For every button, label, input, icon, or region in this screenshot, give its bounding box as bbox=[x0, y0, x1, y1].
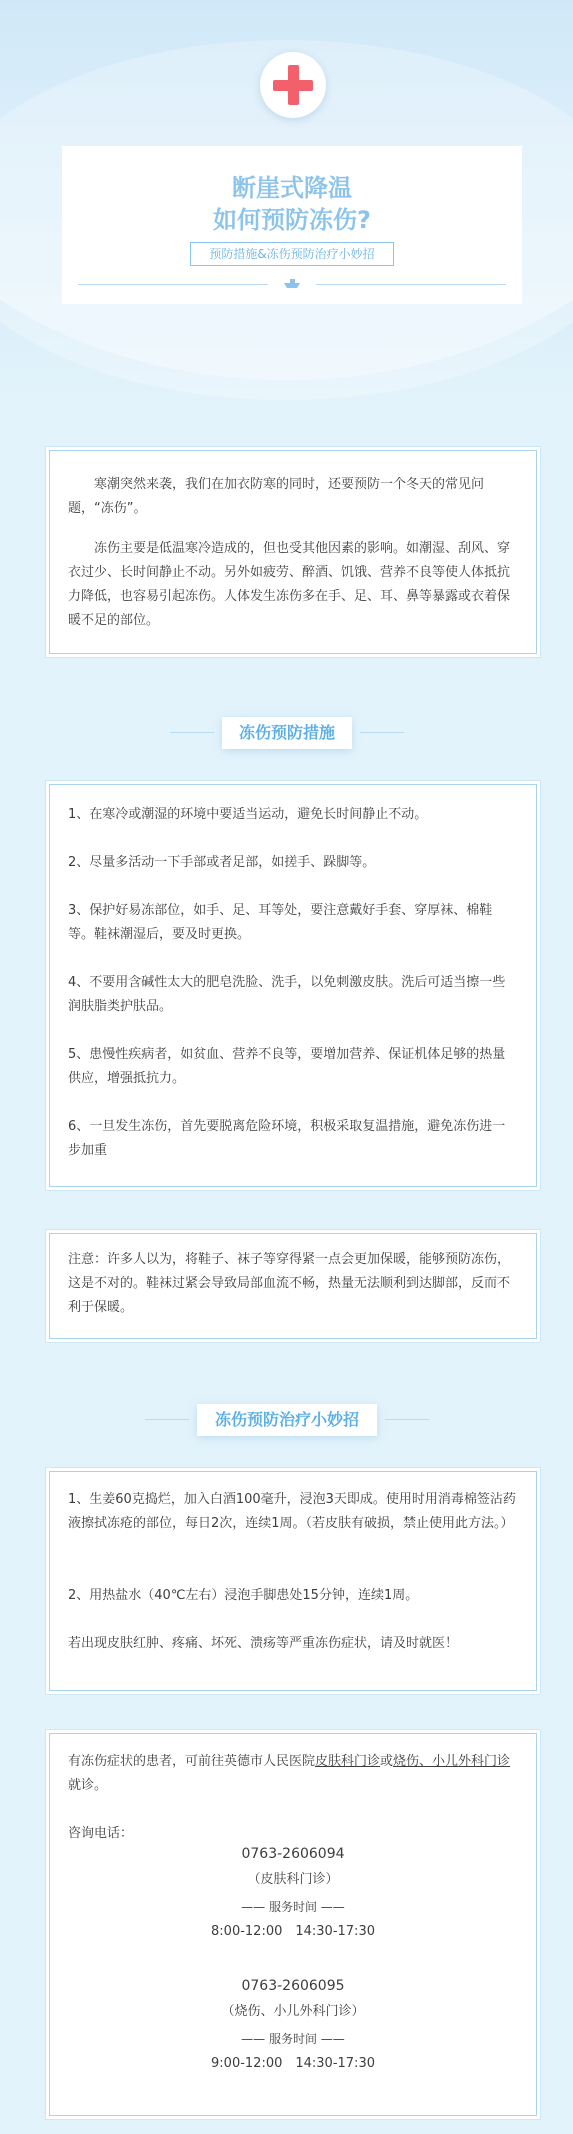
hours-label-1: —— 服务时间 —— bbox=[241, 1900, 345, 1914]
boat-icon bbox=[283, 279, 301, 289]
intro-box bbox=[49, 450, 537, 654]
prevention-item-3: 3、保护好易冻部位，如手、足、耳等处，要注意戴好手套、穿厚袜、棉鞋等。鞋袜潮湿后，要及时更换。 bbox=[68, 903, 493, 942]
prevention-item-5: 5、患慢性疾病者，如贫血、营养不良等，要增加营养、保证机体足够的热量供应，增强抵抗力。 bbox=[68, 1047, 506, 1086]
prevention-box bbox=[49, 784, 537, 1187]
prevention-item-2: 2、尽量多活动一下手部或者足部，如搓手、跺脚等。 bbox=[68, 855, 376, 870]
phone-1-dept: （皮肤科门诊） bbox=[247, 1872, 339, 1887]
phone-2: 0763-2606095 bbox=[241, 1978, 345, 1994]
note-text: 注意：许多人以为，将鞋子、袜子等穿得紧一点会更加保暖，能够预防冻伤，这是不对的。鞋袜过紧会导致局部血流不畅，热量无法顺利到达脚部，反而不利于保暖。 bbox=[68, 1252, 511, 1315]
phone-1: 0763-2606094 bbox=[241, 1846, 345, 1862]
intro-paragraph-1: 寒潮突然来袭，我们在加衣防寒的同时，还要预防一个冬天的常见问题，“冻伤”。 bbox=[68, 477, 485, 516]
prevention-item-1: 1、在寒冷或潮湿的环境中要适当运动，避免长时间静止不动。 bbox=[68, 807, 428, 822]
hours-label-2: —— 服务时间 —— bbox=[241, 2032, 345, 2046]
hours-2: 9:00-12:00 14:30-17:30 bbox=[211, 2056, 375, 2071]
dept-link-dermatology: 皮肤科门诊 bbox=[315, 1754, 381, 1769]
prevention-section-label: 冻伤预防措施 bbox=[222, 717, 352, 749]
page-title-line1: 断崖式降温 bbox=[232, 174, 352, 202]
prevention-item-4: 4、不要用含碱性太大的肥皂洗脸、洗手，以免刺激皮肤。洗后可适当擦一些润肤脂类护肤品。 bbox=[68, 975, 506, 1014]
remedies-box bbox=[49, 1471, 537, 1691]
page-title-line2: 如何预防冻伤? bbox=[213, 206, 371, 234]
contact-box bbox=[49, 1733, 537, 2116]
note-box bbox=[49, 1233, 537, 1339]
remedy-item-1: 1、生姜60克捣烂，加入白酒100毫升，浸泡3天即成。使用时用消毒棉签沾药液擦拭冻疮的部位，每日2次，连续1周。（若皮肤有破损，禁止使用此方法。） bbox=[68, 1492, 516, 1531]
hours-1: 8:00-12:00 14:30-17:30 bbox=[211, 1924, 375, 1939]
dept-link-burns-pediatric: 烧伤、小儿外科门诊 bbox=[393, 1754, 511, 1769]
title-card bbox=[62, 146, 522, 304]
remedies-section-label: 冻伤预防治疗小妙招 bbox=[197, 1404, 377, 1436]
divider-left bbox=[78, 284, 268, 285]
medical-cross-icon bbox=[260, 52, 326, 118]
divider-right bbox=[316, 284, 506, 285]
phone-label: 咨询电话： bbox=[68, 1826, 134, 1841]
contact-intro: 有冻伤症状的患者，可前往英德市人民医院皮肤科门诊或烧伤、小儿外科门诊就诊。 bbox=[68, 1754, 511, 1793]
subtitle-tag: 预防措施&冻伤预防治疗小妙招 bbox=[190, 242, 394, 266]
phone-2-dept: （烧伤、小儿外科门诊） bbox=[221, 2004, 365, 2019]
prevention-item-6: 6、一旦发生冻伤，首先要脱离危险环境，积极采取复温措施，避免冻伤进一步加重 bbox=[68, 1119, 506, 1158]
remedy-warning: 若出现皮肤红肿、疼痛、坏死、溃疡等严重冻伤症状，请及时就医！ bbox=[68, 1636, 459, 1651]
remedy-item-2: 2、用热盐水（40℃左右）浸泡手脚患处15分钟，连续1周。 bbox=[68, 1588, 419, 1603]
intro-paragraph-2: 冻伤主要是低温寒冷造成的，但也受其他因素的影响。如潮湿、刮风、穿衣过少、长时间静止不动。另外如疲劳、醉酒、饥饿、营养不良等使人体抵抗力降低，也容易引起冻伤。人体发生冻伤多在手、足、耳、鼻等暴露或衣着保暖不足的部位。 bbox=[68, 541, 511, 628]
